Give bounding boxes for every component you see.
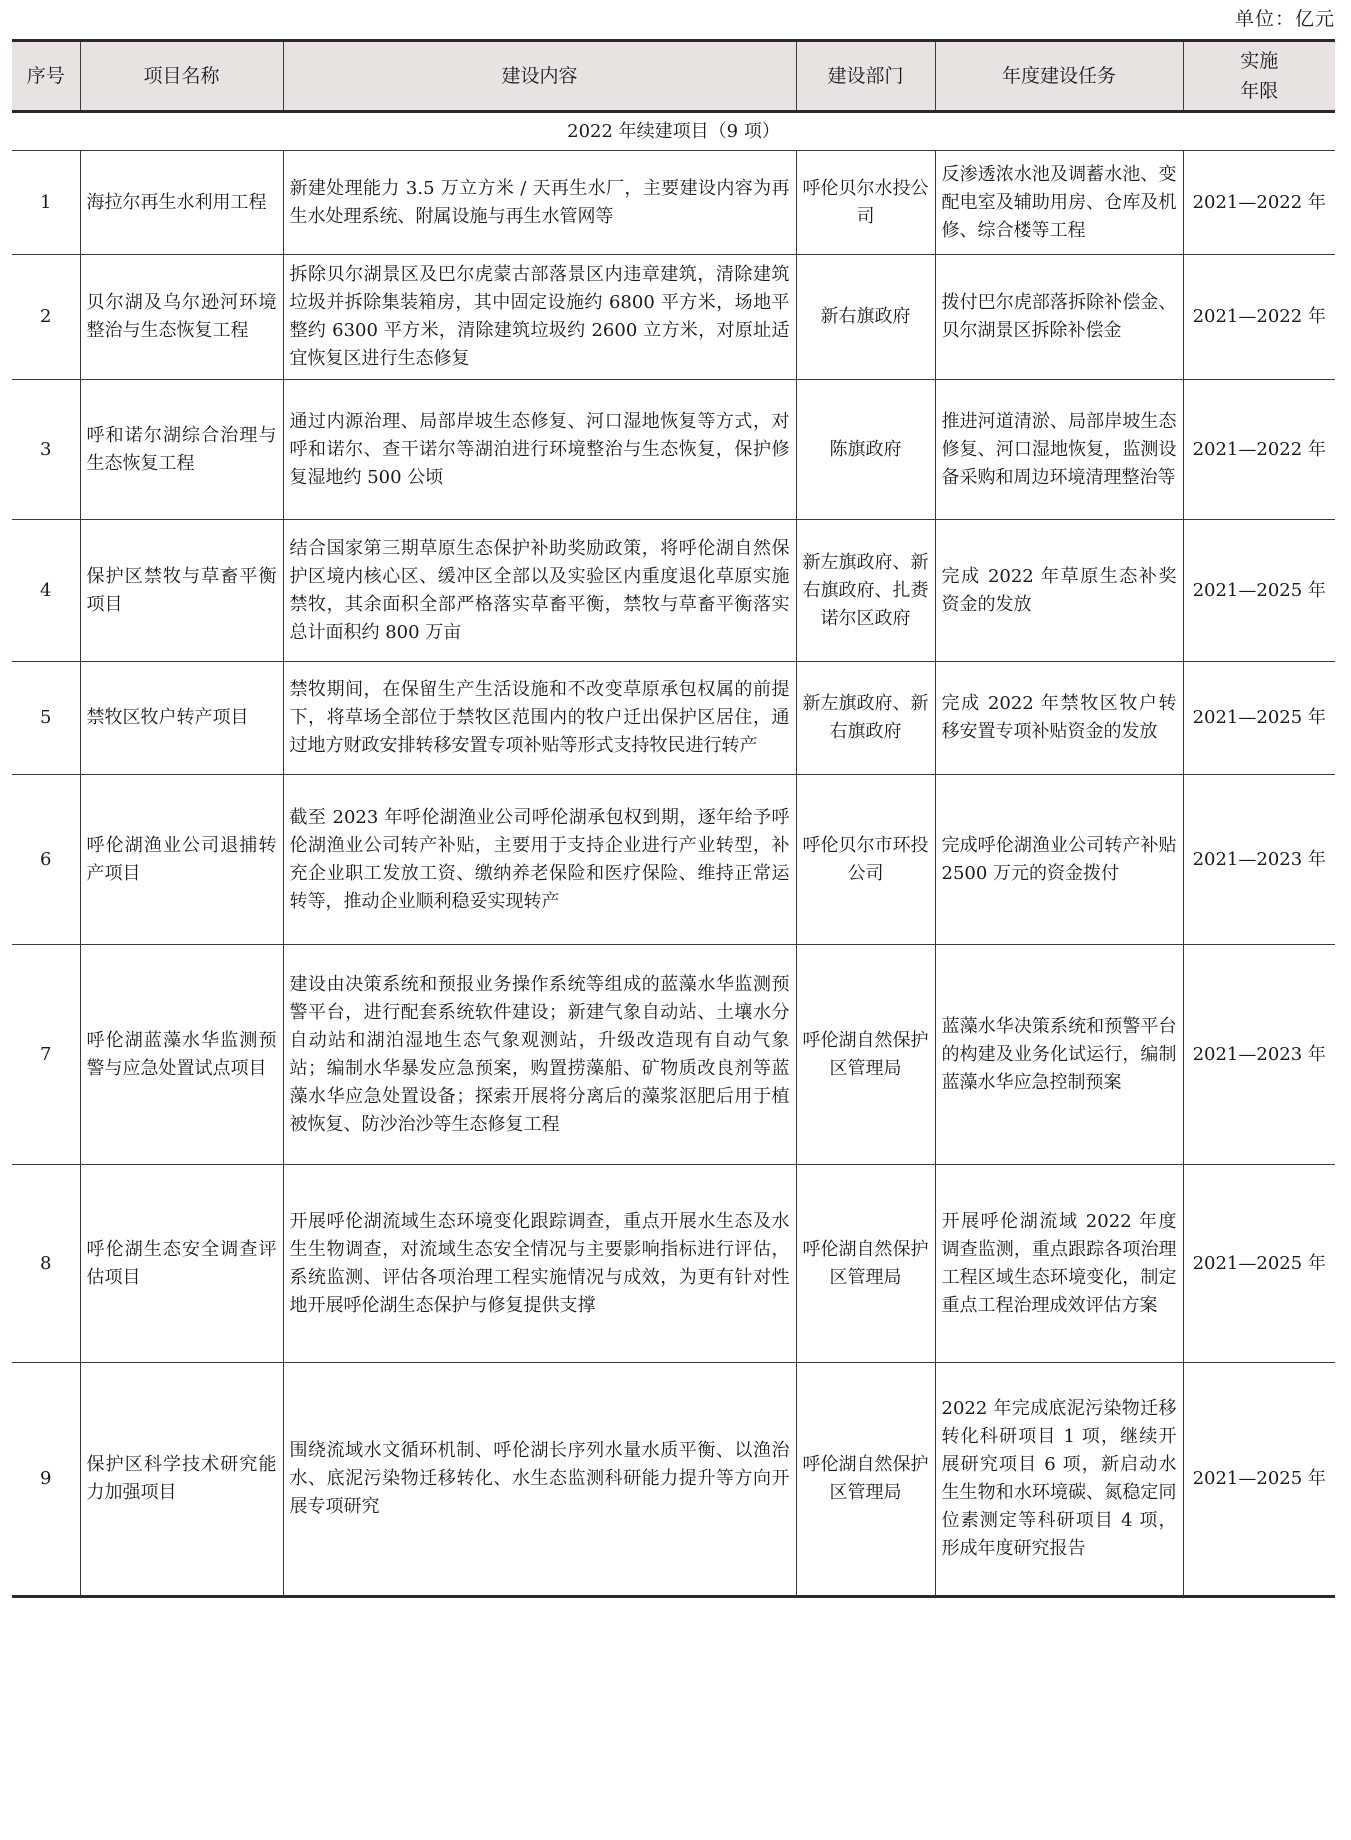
row-no: 8 bbox=[12, 1165, 80, 1363]
row-task: 完成 2022 年草原生态补奖资金的发放 bbox=[935, 520, 1183, 662]
table-row bbox=[12, 1165, 1335, 1363]
row-content: 拆除贝尔湖景区及巴尔虎蒙古部落景区内违章建筑，清除建筑垃圾并拆除集装箱房，其中固定设施约 6800 平方米，场地平整约 6300 平方米，清除建筑垃圾约 2600 立方米，对原址适宜恢复区进行生态修复 bbox=[283, 255, 796, 380]
header-task: 年度建设任务 bbox=[935, 41, 1183, 112]
row-period: 2021—2022 年 bbox=[1183, 255, 1335, 380]
section-row bbox=[12, 112, 1335, 151]
row-task: 蓝藻水华决策系统和预警平台的构建及业务化试运行，编制蓝藻水华应急控制预案 bbox=[935, 945, 1183, 1165]
table-header-row bbox=[12, 41, 1335, 112]
row-task: 完成 2022 年禁牧区牧户转移安置专项补贴资金的发放 bbox=[935, 662, 1183, 775]
row-content: 建设由决策系统和预报业务操作系统等组成的蓝藻水华监测预警平台，进行配套系统软件建设；新建气象自动站、土壤水分自动站和湖泊湿地生态气象观测站，升级改造现有自动气象站；编制水华暴发应急预案，购置捞藻船、矿物质改良剂等蓝藻水华应急处置设备；探索开展将分离后的藻浆沤肥后用于植被恢复、防沙治沙等生态修复工程 bbox=[283, 945, 796, 1165]
row-period: 2021—2023 年 bbox=[1183, 775, 1335, 945]
table-row bbox=[12, 775, 1335, 945]
row-task: 2022 年完成底泥污染物迁移转化科研项目 1 项，继续开展研究项目 6 项，新启动水生生物和水环境碳、氮稳定同位素测定等科研项目 4 项，形成年度研究报告 bbox=[935, 1363, 1183, 1597]
row-period: 2021—2025 年 bbox=[1183, 1165, 1335, 1363]
row-task: 开展呼伦湖流域 2022 年度调查监测，重点跟踪各项治理工程区域生态环境变化，制定重点工程治理成效评估方案 bbox=[935, 1165, 1183, 1363]
unit-label: 单位：亿元 bbox=[1234, 8, 1335, 30]
row-dept: 新右旗政府 bbox=[796, 255, 935, 380]
header-name: 项目名称 bbox=[80, 41, 283, 112]
row-name: 禁牧区牧户转产项目 bbox=[80, 662, 283, 775]
row-task: 反渗透浓水池及调蓄水池、变配电室及辅助用房、仓库及机修、综合楼等工程 bbox=[935, 151, 1183, 255]
row-task: 拨付巴尔虎部落拆除补偿金、贝尔湖景区拆除补偿金 bbox=[935, 255, 1183, 380]
row-content: 开展呼伦湖流域生态环境变化跟踪调查，重点开展水生态及水生生物调查，对流域生态安全情况与主要影响指标进行评估，系统监测、评估各项治理工程实施情况与成效，为更有针对性地开展呼伦湖生态保护与修复提供支撑 bbox=[283, 1165, 796, 1363]
table-row bbox=[12, 151, 1335, 255]
project-table bbox=[12, 39, 1335, 1598]
row-period: 2021—2025 年 bbox=[1183, 1363, 1335, 1597]
row-period: 2021—2025 年 bbox=[1183, 662, 1335, 775]
row-name: 保护区禁牧与草畜平衡项目 bbox=[80, 520, 283, 662]
row-name: 呼和诺尔湖综合治理与生态恢复工程 bbox=[80, 380, 283, 520]
row-period: 2021—2023 年 bbox=[1183, 945, 1335, 1165]
row-dept: 新左旗政府、新右旗政府 bbox=[796, 662, 935, 775]
row-no: 7 bbox=[12, 945, 80, 1165]
table-row bbox=[12, 380, 1335, 520]
row-dept: 呼伦贝尔水投公司 bbox=[796, 151, 935, 255]
section-title: 2022 年续建项目（9 项） bbox=[12, 112, 1335, 151]
row-no: 6 bbox=[12, 775, 80, 945]
row-no: 3 bbox=[12, 380, 80, 520]
header-content: 建设内容 bbox=[283, 41, 796, 112]
table-row bbox=[12, 1363, 1335, 1597]
row-content: 禁牧期间，在保留生产生活设施和不改变草原承包权属的前提下，将草场全部位于禁牧区范围内的牧户迁出保护区居住，通过地方财政安排转移安置专项补贴等形式支持牧民进行转产 bbox=[283, 662, 796, 775]
row-content: 截至 2023 年呼伦湖渔业公司呼伦湖承包权到期，逐年给予呼伦湖渔业公司转产补贴，主要用于支持企业进行产业转型，补充企业职工发放工资、缴纳养老保险和医疗保险、维持正常运转等，推动企业顺利稳妥实现转产 bbox=[283, 775, 796, 945]
row-name: 呼伦湖蓝藻水华监测预警与应急处置试点项目 bbox=[80, 945, 283, 1165]
table-row bbox=[12, 520, 1335, 662]
row-content: 结合国家第三期草原生态保护补助奖励政策，将呼伦湖自然保护区境内核心区、缓冲区全部以及实验区内重度退化草原实施禁牧，其余面积全部严格落实草畜平衡，禁牧与草畜平衡落实总计面积约 800 万亩 bbox=[283, 520, 796, 662]
table-row bbox=[12, 945, 1335, 1165]
row-dept: 陈旗政府 bbox=[796, 380, 935, 520]
row-period: 2021—2025 年 bbox=[1183, 520, 1335, 662]
row-dept: 呼伦贝尔市环投公司 bbox=[796, 775, 935, 945]
row-dept: 呼伦湖自然保护区管理局 bbox=[796, 1165, 935, 1363]
row-no: 9 bbox=[12, 1363, 80, 1597]
row-name: 呼伦湖生态安全调查评估项目 bbox=[80, 1165, 283, 1363]
header-period bbox=[1183, 41, 1335, 112]
row-content: 通过内源治理、局部岸坡生态修复、河口湿地恢复等方式，对呼和诺尔、查干诺尔等湖泊进行环境整治与生态恢复，保护修复湿地约 500 公顷 bbox=[283, 380, 796, 520]
row-dept: 呼伦湖自然保护区管理局 bbox=[796, 945, 935, 1165]
row-period: 2021—2022 年 bbox=[1183, 151, 1335, 255]
row-name: 保护区科学技术研究能力加强项目 bbox=[80, 1363, 283, 1597]
row-no: 5 bbox=[12, 662, 80, 775]
row-task: 推进河道清淤、局部岸坡生态修复、河口湿地恢复，监测设备采购和周边环境清理整治等 bbox=[935, 380, 1183, 520]
row-content: 围绕流域水文循环机制、呼伦湖长序列水量水质平衡、以渔治水、底泥污染物迁移转化、水生态监测科研能力提升等方向开展专项研究 bbox=[283, 1363, 796, 1597]
row-name: 海拉尔再生水利用工程 bbox=[80, 151, 283, 255]
header-dept: 建设部门 bbox=[796, 41, 935, 112]
table-row bbox=[12, 662, 1335, 775]
row-no: 2 bbox=[12, 255, 80, 380]
row-task: 完成呼伦湖渔业公司转产补贴 2500 万元的资金拨付 bbox=[935, 775, 1183, 945]
row-name: 呼伦湖渔业公司退捕转产项目 bbox=[80, 775, 283, 945]
header-period-line1: 实施 bbox=[1240, 50, 1279, 72]
row-name: 贝尔湖及乌尔逊河环境整治与生态恢复工程 bbox=[80, 255, 283, 380]
header-no: 序号 bbox=[12, 41, 80, 112]
row-dept: 呼伦湖自然保护区管理局 bbox=[796, 1363, 935, 1597]
row-content: 新建处理能力 3.5 万立方米 / 天再生水厂，主要建设内容为再生水处理系统、附属设施与再生水管网等 bbox=[283, 151, 796, 255]
row-dept: 新左旗政府、新右旗政府、扎赉诺尔区政府 bbox=[796, 520, 935, 662]
table-row bbox=[12, 255, 1335, 380]
row-no: 1 bbox=[12, 151, 80, 255]
header-period-line2: 年限 bbox=[1240, 80, 1279, 102]
row-period: 2021—2022 年 bbox=[1183, 380, 1335, 520]
row-no: 4 bbox=[12, 520, 80, 662]
